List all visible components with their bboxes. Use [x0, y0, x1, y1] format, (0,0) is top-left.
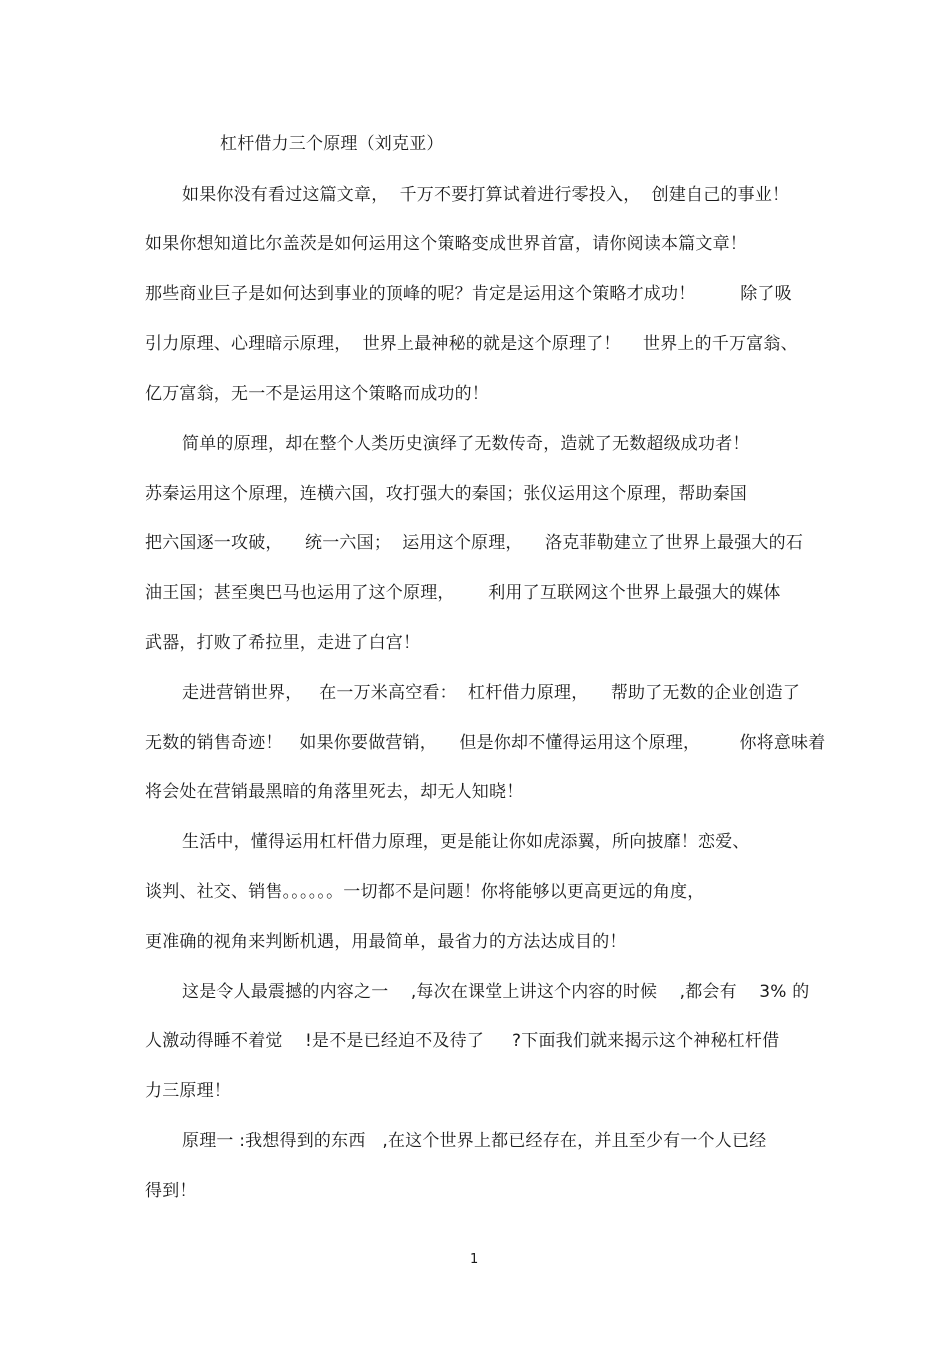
paragraph-1-line-1: 如果你没有看过这篇文章， 千万不要打算试着进行零投入， 创建自己的事业！ [182, 185, 790, 205]
paragraph-1-line-4: 引力原理、心理暗示原理， 世界上最神秘的就是这个原理了！ 世界上的千万富翁、 [145, 334, 798, 354]
paragraph-2-line-4: 油王国；甚至奥巴马也运用了这个原理， 利用了互联网这个世界上最强大的媒体 [145, 583, 781, 603]
paragraph-3-line-1: 走进营销世界， 在一万米高空看： 杠杆借力原理， 帮助了无数的企业创造了 [182, 683, 801, 703]
paragraph-1-line-5: 亿万富翁，无一不是运用这个策略而成功的！ [145, 384, 489, 404]
paragraph-4-line-2: 谈判、社交、销售。。。。。。一切都不是问题！你将能够以更高更远的角度， [145, 882, 705, 902]
paragraph-2-line-3: 把六国逐一攻破， 统一六国； 运用这个原理， 洛克菲勒建立了世界上最强大的石 [145, 533, 804, 553]
paragraph-5-line-2: 人激动得睡不着觉 !是不是已经迫不及待了 ?下面我们就来揭示这个神秘杠杆借 [145, 1031, 780, 1051]
paragraph-6-line-2: 得到！ [145, 1181, 197, 1201]
paragraph-5-line-3: 力三原理！ [145, 1081, 231, 1101]
paragraph-3-line-2: 无数的销售奇迹！ 如果你要做营销， 但是你却不懂得运用这个原理， 你将意味着 [145, 733, 826, 753]
paragraph-4-line-3: 更准确的视角来判断机遇，用最简单，最省力的方法达成目的！ [145, 932, 627, 952]
paragraph-1-line-3: 那些商业巨子是如何达到事业的顶峰的呢？肯定是运用这个策略才成功！ 除了吸 [145, 284, 792, 304]
paragraph-2-line-1: 简单的原理，却在整个人类历史演绎了无数传奇，造就了无数超级成功者！ [182, 434, 750, 454]
paragraph-3-line-3: 将会处在营销最黑暗的角落里死去，却无人知晓！ [145, 782, 524, 802]
document-title: 杠杆借力三个原理（刘克亚） [220, 134, 444, 154]
page-number: 1 [470, 1252, 479, 1267]
paragraph-2-line-2: 苏秦运用这个原理，连横六国，攻打强大的秦国；张仪运用这个原理，帮助秦国 [145, 484, 747, 504]
paragraph-4-line-1: 生活中，懂得运用杠杆借力原理，更是能让你如虎添翼，所向披靡！恋爱、 [182, 832, 750, 852]
paragraph-5-line-1: 这是令人最震撼的内容之一 ,每次在课堂上讲这个内容的时候 ,都会有 3% 的 [182, 982, 810, 1002]
paragraph-1-line-2: 如果你想知道比尔盖茨是如何运用这个策略变成世界首富，请你阅读本篇文章！ [145, 234, 747, 254]
paragraph-6-line-1: 原理一 :我想得到的东西 ,在这个世界上都已经存在，并且至少有一个人已经 [182, 1131, 767, 1151]
paragraph-2-line-5: 武器，打败了希拉里，走进了白宫！ [145, 633, 421, 653]
